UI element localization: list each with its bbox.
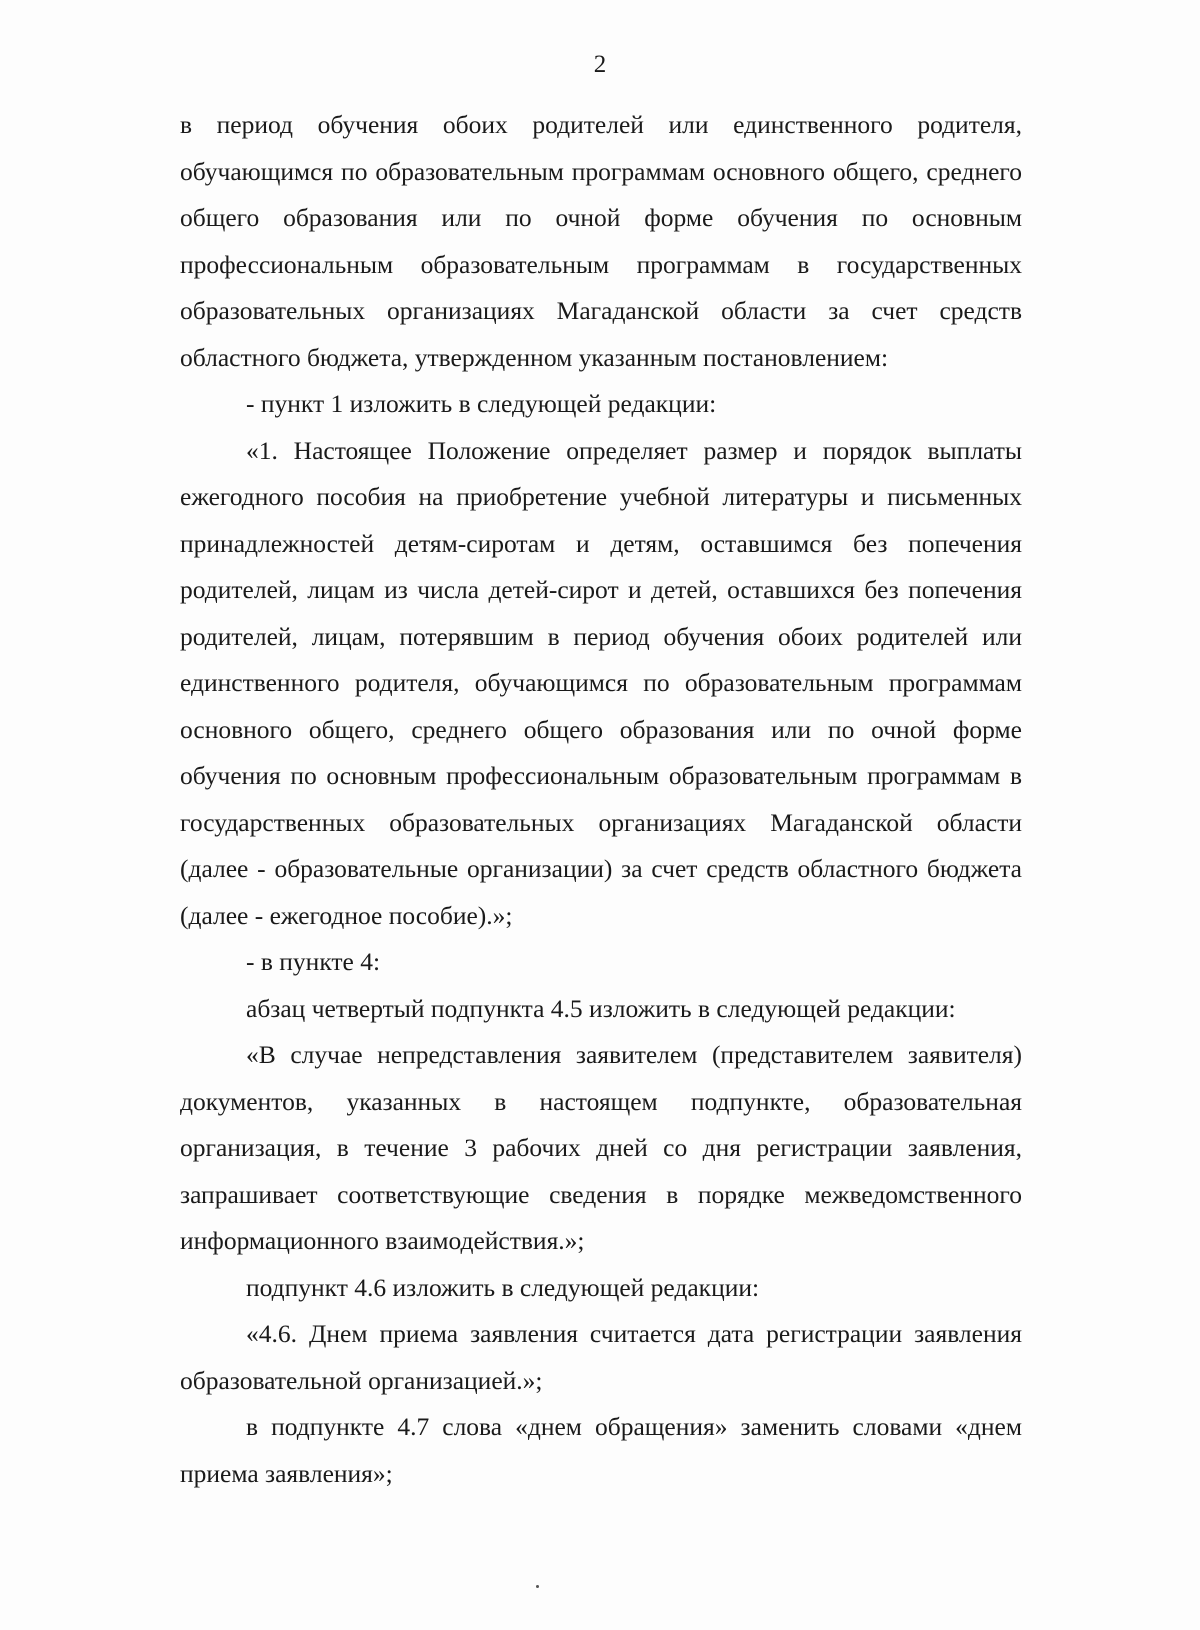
paragraph-subitem-4-7-text: в подпункте 4.7 слова «днем обращения» заменить словами «днем приема заявления»;	[180, 1412, 1022, 1488]
paragraph-subitem-4-6-intro: подпункт 4.6 изложить в следующей редакции:	[246, 1272, 760, 1302]
paragraph-subitem-4-6-text: «4.6. Днем приема заявления считается дата регистрации заявления образовательной организацией.»;	[180, 1319, 1022, 1395]
paragraph-subitem-4-5-intro: абзац четвертый подпункта 4.5 изложить в следующей редакции:	[246, 993, 956, 1023]
scan-speck	[536, 1585, 539, 1588]
page-number: 2	[593, 51, 607, 78]
paragraph-continuation: в период обучения обоих родителей или единственного родителя, обучающимся по образовательным программам основного общего, среднего общего образования или по очной форме обучения по основным профессиональным образовательным программам в государственных образовательных организациях Магаданской области за счет средств областного бюджета, утвержденном указанным постановлением:	[180, 110, 1022, 372]
document-body	[180, 102, 1022, 1497]
paragraph-item-4-intro: - в пункте 4:	[246, 947, 381, 976]
paragraph-subitem-4-5-text: «В случае непредставления заявителем (представителем заявителя) документов, указанных в настоящем подпункте, образовательная организация, в течение 3 рабочих дней со дня регистрации заявления, запрашивает соответствующие сведения в порядке межведомственного информационного взаимодействия.»;	[180, 1040, 1022, 1255]
paragraph-item-1-text: «1. Настоящее Положение определяет размер и порядок выплаты ежегодного пособия на приобретение учебной литературы и письменных принадлежностей детям-сиротам и детям, оставшимся без попечения родителей, лицам из числа детей-сирот и детей, оставшихся без попечения родителей, лицам, потерявшим в период обучения обоих родителей или единственного родителя, обучающимся по образовательным программам основного общего, среднего общего образования или по очной форме обучения по основным профессиональным образовательным программам в государственных образовательных организациях Магаданской области (далее - образовательные организации) за счет средств областного бюджета (далее - ежегодное пособие).»;	[180, 435, 1022, 930]
paragraph-item-1-intro: - пункт 1 изложить в следующей редакции:	[246, 389, 717, 418]
